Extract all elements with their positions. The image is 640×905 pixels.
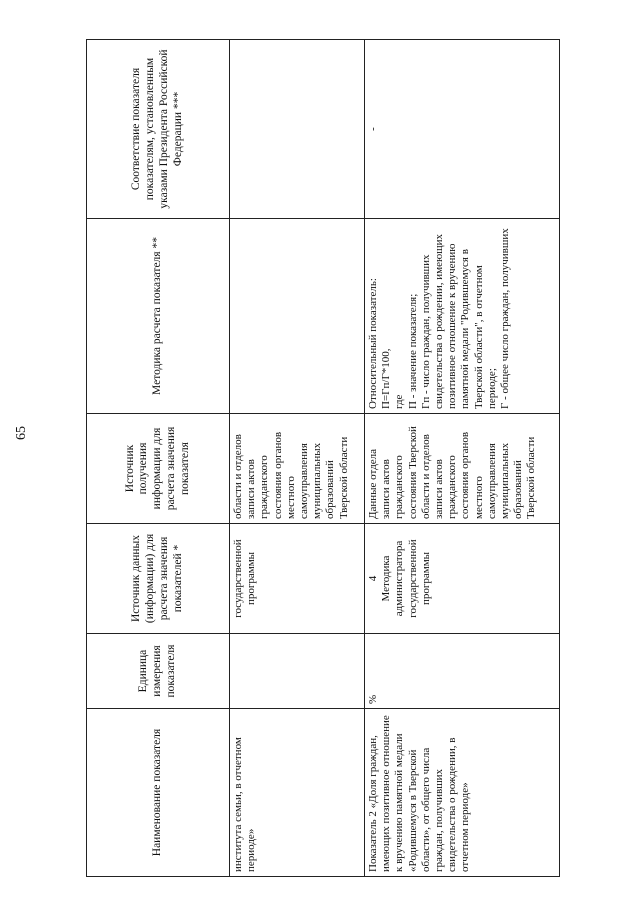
- row2-method-line: Г - общее число граждан, получивших: [498, 228, 511, 409]
- table-row: [365, 40, 560, 877]
- row2-method-line: П - значение показателя;: [406, 293, 419, 409]
- header-data-source: Источник данных (информации) для расчета значения показателей *: [87, 524, 230, 634]
- row1-name: института семьи, в отчетном периоде»: [230, 709, 365, 877]
- header-conformity: Соответствие показателя показателям, установленным указами Президента Российской Федерации ***: [87, 40, 230, 219]
- header-method: Методика расчета показателя **: [87, 219, 230, 414]
- row2-data-source-number: 4: [367, 575, 379, 582]
- row1-data-source: государственной программы: [230, 524, 365, 634]
- header-unit: Единица измерения показателя: [87, 634, 230, 709]
- row2-method-line: Гп - число граждан, получивших свидетельства о рождении, имеющих позитивное отношение к вручению памятной медали "Родившемуся в Тверской области", в отчетном периоде;: [419, 233, 498, 409]
- row1-method: [230, 219, 365, 414]
- indicator-table: [86, 39, 560, 877]
- page-number: 65: [14, 426, 29, 440]
- row2-info-source: Данные отдела записи актов гражданского состояния Тверской области и отделов записи актов гражданского состояния органов местного самоуправления муниципальных образований Тверской области: [365, 414, 560, 524]
- row1-unit: [230, 634, 365, 709]
- row2-data-source-cell: [365, 524, 560, 634]
- table-row: [230, 40, 365, 877]
- rotated-table-wrapper: [86, 40, 559, 877]
- row1-conformity: [230, 40, 365, 219]
- row2-conformity: -: [365, 40, 560, 219]
- header-name: Наименование показателя: [87, 709, 230, 877]
- header-info-source: Источник получения информации для расчета значения показателя: [87, 414, 230, 524]
- row2-name: Показатель 2 «Доля граждан, имеющих позитивное отношение к вручению памятной медали «Родившемуся в Тверской области», от общего числа граждан, получивших свидетельства о рождении, в отчетном периоде»: [365, 709, 560, 877]
- row2-unit: %: [365, 634, 560, 709]
- row2-method-line: Относительный показатель:: [367, 278, 379, 409]
- header-row: [87, 40, 230, 877]
- row2-method-line: где: [393, 394, 406, 409]
- row2-method: [365, 219, 560, 414]
- row2-method-line: П=Гп/Г*100,: [380, 348, 393, 409]
- row1-info-source: области и отделов записи актов гражданского состояния органов местного самоуправления муниципальных образований Тверской области: [230, 414, 365, 524]
- row2-data-source: Методика администратора государственной программы: [380, 539, 432, 618]
